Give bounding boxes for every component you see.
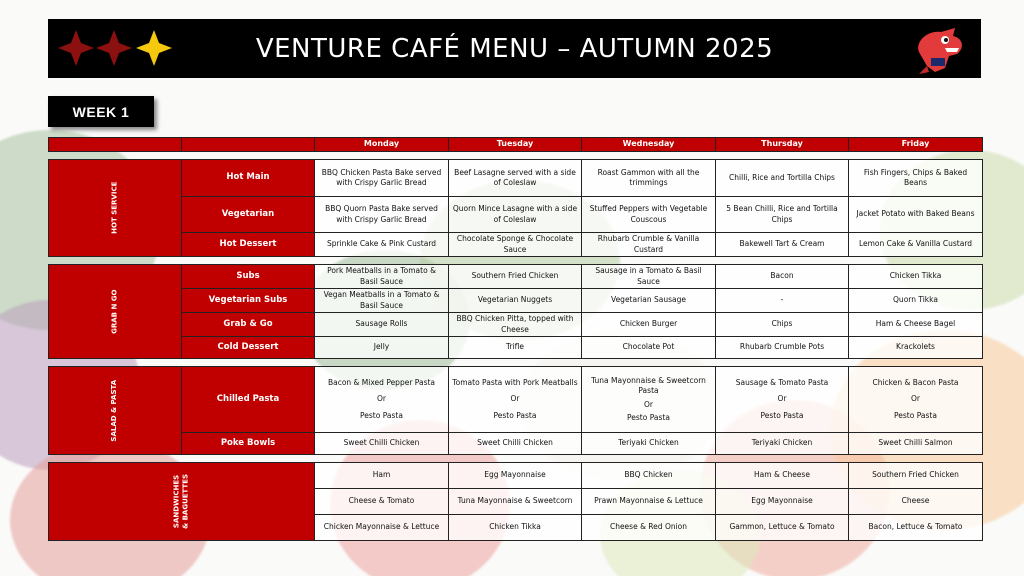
row-label: Cold Dessert [182,337,315,359]
menu-cell: Sausage in a Tomato & Basil Sauce [582,265,716,289]
menu-cell: Vegetarian Nuggets [449,289,582,313]
menu-cell: Vegetarian Sausage [582,289,716,313]
table-row [49,463,983,489]
menu-cell: Sprinkle Cake & Pink Custard [315,233,449,257]
day-header-friday: Friday [849,138,983,152]
menu-cell: Sausage Rolls [315,313,449,337]
menu-cell: Chicken Tikka [849,265,983,289]
day-header-wednesday: Wednesday [582,138,716,152]
row-label: Poke Bowls [182,433,315,455]
menu-cell: Bacon, Lettuce & Tomato [849,515,983,541]
menu-cell: Cheese [849,489,983,515]
menu-cell: Ham & Cheese [716,463,849,489]
menu-cell: Bacon [716,265,849,289]
menu-cell: Fish Fingers, Chips & Baked Beans [849,160,983,197]
menu-cell: Sweet Chilli Chicken [449,433,582,455]
menu-cell: Lemon Cake & Vanilla Custard [849,233,983,257]
menu-cell: Bakewell Tart & Cream [716,233,849,257]
menu-cell: Stuffed Peppers with Vegetable Couscous [582,197,716,233]
page-title: VENTURE CAFÉ MENU – AUTUMN 2025 [255,33,774,64]
menu-cell: Tuna Mayonnaise & Sweetcorn [449,489,582,515]
header-blank [182,138,315,152]
row-label: Grab & Go [182,313,315,337]
menu-cell: Rhubarb Crumble Pots [716,337,849,359]
menu-cell: BBQ Quorn Pasta Bake served with Crispy Garlic Bread [315,197,449,233]
menu-cell: Sweet Chilli Chicken [315,433,449,455]
menu-cell: Ham & Cheese Bagel [849,313,983,337]
day-header-tuesday: Tuesday [449,138,582,152]
stars-logo [56,28,174,68]
menu-cell: Quorn Tikka [849,289,983,313]
menu-cell: Sausage & Tomato Pasta Or Pesto Pasta [716,367,849,433]
table-row [49,337,983,359]
menu-cell: Sweet Chilli Salmon [849,433,983,455]
menu-cell: Chicken & Bacon Pasta Or Pesto Pasta [849,367,983,433]
row-label: Vegetarian Subs [182,289,315,313]
menu-cell: Cheese & Red Onion [582,515,716,541]
day-header-monday: Monday [315,138,449,152]
menu-cell: Quorn Mince Lasagne with a side of Coleslaw [449,197,582,233]
menu-cell: Ham [315,463,449,489]
menu-cell: Chocolate Sponge & Chocolate Sauce [449,233,582,257]
menu-cell: Krackolets [849,337,983,359]
week-label: WEEK 1 [48,96,154,127]
title-banner [48,19,981,78]
row-label: Vegetarian [182,197,315,233]
menu-cell: Chips [716,313,849,337]
menu-cell: Trifle [449,337,582,359]
table-row [49,265,983,289]
menu-cell: Beef Lasagne served with a side of Coleslaw [449,160,582,197]
table-row [49,160,983,197]
menu-cell: Chicken Tikka [449,515,582,541]
menu-cell: Chicken Burger [582,313,716,337]
section-salad-pasta: SALAD & PASTA [49,367,182,455]
menu-cell: Teriyaki Chicken [716,433,849,455]
table-row [49,197,983,233]
menu-cell: Tomato Pasta with Pork Meatballs Or Pesto Pasta [449,367,582,433]
menu-cell: Jacket Potato with Baked Beans [849,197,983,233]
menu-cell: Roast Gammon with all the trimmings [582,160,716,197]
menu-cell: Prawn Mayonnaise & Lettuce [582,489,716,515]
menu-cell: BBQ Chicken Pitta, topped with Cheese [449,313,582,337]
menu-cell: Southern Fried Chicken [449,265,582,289]
row-label: Chilled Pasta [182,367,315,433]
menu-cell: Cheese & Tomato [315,489,449,515]
menu-cell: Chocolate Pot [582,337,716,359]
menu-cell: Jelly [315,337,449,359]
section-grab-n-go: GRAB N GO [49,265,182,359]
menu-cell: Chicken Mayonnaise & Lettuce [315,515,449,541]
menu-cell: Southern Fried Chicken [849,463,983,489]
menu-cell: 5 Bean Chilli, Rice and Tortilla Chips [716,197,849,233]
section-sandwiches-baguettes: SANDWICHES & BAGUETTES [49,463,315,541]
row-label: Hot Dessert [182,233,315,257]
menu-cell: Chilli, Rice and Tortilla Chips [716,160,849,197]
menu-cell: Pork Meatballs in a Tomato & Basil Sauce [315,265,449,289]
table-row [49,233,983,257]
table-row [49,367,983,433]
menu-cell: Vegan Meatballs in a Tomato & Basil Sauce [315,289,449,313]
menu-cell: Egg Mayonnaise [449,463,582,489]
day-header-thursday: Thursday [716,138,849,152]
menu-cell: Gammon, Lettuce & Tomato [716,515,849,541]
section-hot-service: HOT SERVICE [49,160,182,257]
menu-cell: Teriyaki Chicken [582,433,716,455]
row-label: Subs [182,265,315,289]
menu-cell: - [716,289,849,313]
menu-cell: BBQ Chicken Pasta Bake served with Crispy Garlic Bread [315,160,449,197]
row-label: Hot Main [182,160,315,197]
menu-table [48,137,983,541]
menu-cell: Rhubarb Crumble & Vanilla Custard [582,233,716,257]
menu-cell: Egg Mayonnaise [716,489,849,515]
menu-cell: BBQ Chicken [582,463,716,489]
table-row [49,313,983,337]
table-row [49,433,983,455]
day-header-row [49,138,983,152]
header-blank [49,138,182,152]
table-row [49,289,983,313]
menu-cell: Bacon & Mixed Pepper Pasta Or Pesto Pasta [315,367,449,433]
menu-cell: Tuna Mayonnaise & Sweetcorn Pasta Or Pesto Pasta [582,367,716,433]
dragon-mascot-icon [905,22,971,76]
